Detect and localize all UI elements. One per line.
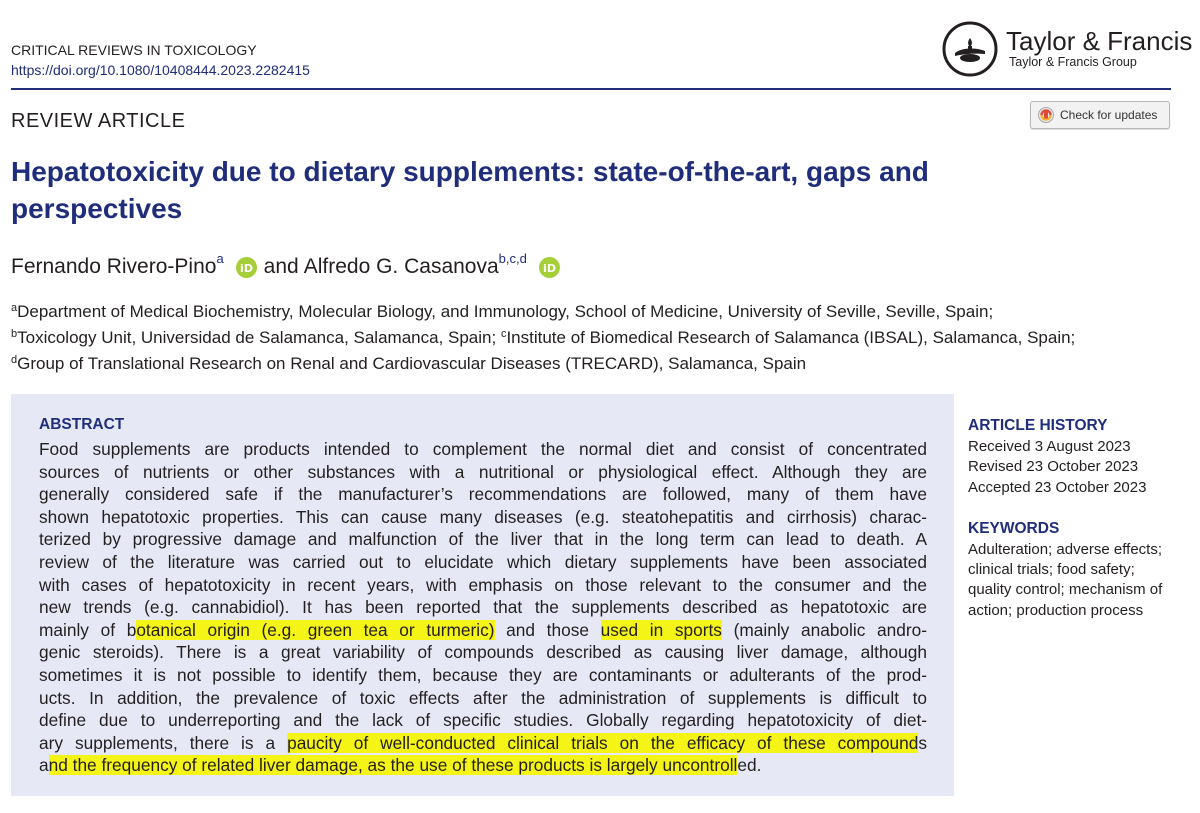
check-for-updates-button[interactable] [1030,101,1170,129]
abstract-line [39,506,927,529]
affiliation-text: Group of Translational Research on Renal and Cardiovascular Diseases (TRECARD), Salamanca, Spain [17,354,807,373]
abstract-text-segment: Food supplements are products intended to complement the normal diet and consist of concentrated [39,439,927,459]
received-date: Received 3 August 2023 [968,438,1131,455]
abstract-line [39,687,927,710]
affiliation-line [11,300,1075,326]
abstract-text-segment: shown hepatotoxic properties. This can cause many diseases (e.g. steatohepatitis and cirrhosis) charac- [39,506,927,527]
abstract-text-segment: terized by progressive damage and malfunction of the liver that in the long term can lead to death. A [39,529,927,550]
affiliations [11,300,1075,378]
abstract-line [39,438,927,461]
keywords-heading: KEYWORDS [968,519,1060,537]
abstract-body [39,438,927,777]
abstract-line [39,528,927,551]
crossmark-icon [1038,107,1054,123]
abstract-text-segment: s [918,732,927,753]
abstract-line [39,732,927,755]
affiliation-line [11,352,1075,378]
highlighted-text: paucity of well-conducted clinical trials on the efficacy of these compound [287,732,919,753]
abstract-text-segment: define due to underreporting and the lack of specific studies. Globally regarding hepatotoxicity of diet- [39,710,927,731]
abstract-text-segment: genic steroids). There is a great variability of compounds described as causing liver damage, although [39,642,927,663]
article-type: REVIEW ARTICLE [11,110,186,132]
affiliation-text: Toxicology Unit, Universidad de Salamanca, Salamanca, Spain; [17,328,501,347]
author-list [11,250,567,279]
svg-text:iD: iD [542,261,556,275]
author-name[interactable]: Alfredo G. Casanova [303,255,499,278]
revised-date: Revised 23 October 2023 [968,458,1139,476]
abstract-section [11,394,954,796]
author-conjunction: and [263,255,299,278]
affiliation-mark: c [500,328,507,340]
publisher-name: Taylor & Francis [1006,26,1193,56]
abstract-heading: ABSTRACT [39,416,125,433]
highlighted-text: used in sports [600,619,722,640]
abstract-text-segment: sources of nutrients or other substances with a nutritional or physiological effect. Although they are [39,461,927,482]
header-divider [11,88,1171,90]
author-name[interactable]: Fernando Rivero-Pino [11,255,217,278]
publisher-group: Taylor & Francis Group [1009,55,1137,69]
svg-text:iD: iD [239,261,253,275]
abstract-text-segment: generally considered safe if the manufacturer’s recommendations are followed, many of them have [39,484,927,505]
abstract-text-segment: new trends (e.g. cannabidiol). It has been reported that the supplements described as hepatotoxic are [39,597,927,618]
article-title: Hepatotoxicity due to dietary supplements: state-of-the-art, gaps and perspectives [11,156,929,224]
affiliation-mark: d [11,354,18,366]
abstract-line [39,754,927,777]
abstract-text-segment: ary supplements, there is a [39,732,288,753]
article-sidebar [968,415,1188,621]
article-history-heading: ARTICLE HISTORY [968,417,1108,434]
orcid-icon[interactable] [539,257,560,278]
highlighted-text: otanical origin (e.g. green tea or turmeric) [136,619,495,640]
abstract-line [39,461,927,484]
accepted-date: Accepted 23 October 2023 [968,478,1147,496]
keywords-list: Adulteration; adverse effects; clinical trials; food safety; quality control; mechanism of action; production process [968,540,1163,619]
affiliation-text: Institute of Biomedical Research of Salamanca (IBSAL), Salamanca, Spain; [506,328,1076,347]
doi-link[interactable]: https://doi.org/10.1080/10408444.2023.2282415 [11,62,310,78]
journal-header [11,40,310,80]
abstract-line [39,664,927,687]
publisher-logo-block[interactable] [941,20,1193,80]
abstract-line [39,574,927,597]
abstract-text-segment: and those [494,619,601,640]
abstract-line [39,596,927,619]
abstract-text-segment: ed. [737,755,762,776]
abstract-line [39,641,927,664]
lamp-logo-icon [941,20,999,78]
journal-name: CRITICAL REVIEWS IN TOXICOLOGY [11,42,257,58]
abstract-line [39,709,927,732]
author-affil-mark: a [216,250,224,266]
abstract-text-segment: (mainly anabolic andro- [721,619,927,640]
abstract-text-segment: mainly of b [39,619,137,640]
affiliation-line [11,326,1075,352]
affiliation-mark: a [11,302,18,314]
author-affil-mark: b,c,d [498,250,527,266]
abstract-line [39,551,927,574]
highlighted-text: nd the frequency of related liver damage, as the use of these products is largely uncontroll [48,755,738,776]
check-for-updates-label: Check for updates [1060,108,1158,122]
abstract-text-segment: sometimes it is not possible to identify them, because they are contaminants or adulterants of the prod- [39,664,927,685]
affiliation-mark: b [11,328,18,340]
abstract-line [39,483,927,506]
orcid-icon[interactable] [236,257,257,278]
abstract-text-segment: with cases of hepatotoxicity in recent years, with emphasis on those relevant to the consumer and the [39,574,927,595]
abstract-text-segment: review of the literature was carried out to elucidate which dietary supplements have been associated [39,551,927,572]
affiliation-text: Department of Medical Biochemistry, Molecular Biology, and Immunology, School of Medicine, University of Seville, Seville, Spain; [17,302,994,321]
abstract-text-segment: ucts. In addition, the prevalence of toxic effects after the administration of supplements is difficult to [39,687,927,708]
abstract-line [39,619,927,642]
abstract-text-segment: a [39,755,49,776]
